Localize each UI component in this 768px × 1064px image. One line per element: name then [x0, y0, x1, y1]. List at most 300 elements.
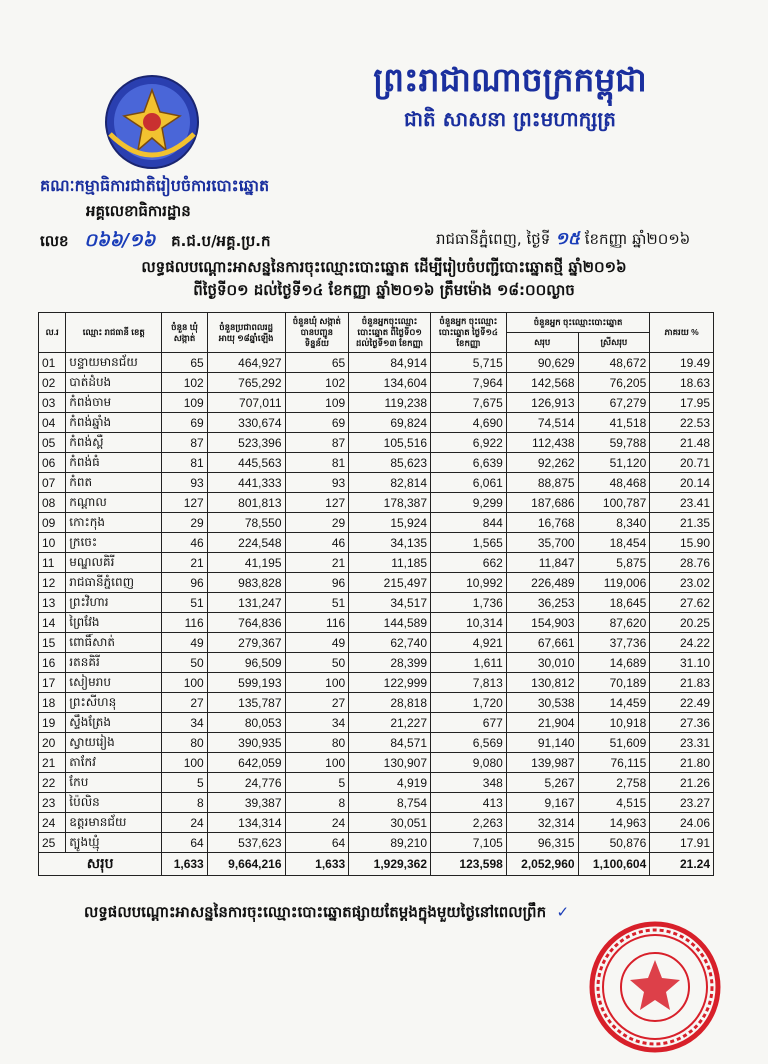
cell-reporting: 24 [285, 813, 349, 833]
cell-reg_14: 677 [431, 713, 507, 733]
cell-no: 17 [39, 673, 66, 693]
cell-total: 11,847 [506, 553, 578, 573]
cell-no: 10 [39, 533, 66, 553]
cell-reporting: 127 [285, 493, 349, 513]
cell-percent: 21.48 [650, 433, 714, 453]
cell-percent: 23.27 [650, 793, 714, 813]
committee-logo [96, 72, 208, 172]
table-row [39, 773, 714, 793]
cell-province: សៀមរាប [66, 673, 162, 693]
cell-province: កំពង់ធំ [66, 453, 162, 473]
cell-eligible: 765,292 [207, 373, 285, 393]
cell-female: 37,736 [578, 633, 650, 653]
table-row [39, 733, 714, 753]
total-female: 1,100,604 [578, 853, 650, 876]
cell-female: 18,454 [578, 533, 650, 553]
cell-total: 187,686 [506, 493, 578, 513]
cell-reg_14: 5,715 [431, 353, 507, 373]
cell-reporting: 29 [285, 513, 349, 533]
date-line [436, 228, 690, 253]
cell-eligible: 80,053 [207, 713, 285, 733]
cell-reg_to13: 21,227 [349, 713, 431, 733]
cell-reg_14: 6,639 [431, 453, 507, 473]
table-row [39, 353, 714, 373]
cell-reporting: 87 [285, 433, 349, 453]
date-suffix: ខែកញ្ញា ឆ្នាំ២០១៦ [584, 230, 691, 248]
cell-reg_14: 348 [431, 773, 507, 793]
cell-female: 51,609 [578, 733, 650, 753]
cell-province: ស្ទឹងត្រែង [66, 713, 162, 733]
cell-reporting: 69 [285, 413, 349, 433]
cell-reg_14: 844 [431, 513, 507, 533]
cell-total: 16,768 [506, 513, 578, 533]
cell-reporting: 8 [285, 793, 349, 813]
cell-eligible: 96,509 [207, 653, 285, 673]
cell-eligible: 445,563 [207, 453, 285, 473]
cell-communes: 65 [162, 353, 207, 373]
cell-reg_14: 1,611 [431, 653, 507, 673]
cell-eligible: 224,548 [207, 533, 285, 553]
cell-communes: 80 [162, 733, 207, 753]
cell-reporting: 46 [285, 533, 349, 553]
cell-reporting: 96 [285, 573, 349, 593]
cell-communes: 29 [162, 513, 207, 533]
cell-total: 90,629 [506, 353, 578, 373]
total-total: 2,052,960 [506, 853, 578, 876]
total-reg_14: 123,598 [431, 853, 507, 876]
document-title: លទ្ធផលបណ្តោះអាសន្ននៃការចុះឈ្មោះបោះឆ្នោត ដើម្បីរៀបចំបញ្ជីបោះឆ្នោតថ្មី ឆ្នាំ២០១៦ [141, 258, 627, 276]
total-eligible: 9,664,216 [207, 853, 285, 876]
cell-no: 18 [39, 693, 66, 713]
cell-reg_14: 7,105 [431, 833, 507, 853]
table-row [39, 833, 714, 853]
table-row [39, 373, 714, 393]
ref-suffix: គ.ជ.ប/អគ្គ.ប្រ.ក [171, 232, 271, 250]
cell-province: កណ្តាល [66, 493, 162, 513]
cell-female: 100,787 [578, 493, 650, 513]
cell-reg_14: 1,565 [431, 533, 507, 553]
cell-reg_to13: 122,999 [349, 673, 431, 693]
cell-female: 8,340 [578, 513, 650, 533]
cell-communes: 24 [162, 813, 207, 833]
cell-percent: 22.49 [650, 693, 714, 713]
cell-eligible: 134,314 [207, 813, 285, 833]
cell-total: 35,700 [506, 533, 578, 553]
cell-reg_14: 413 [431, 793, 507, 813]
cell-no: 21 [39, 753, 66, 773]
cell-reporting: 64 [285, 833, 349, 853]
cell-reg_to13: 34,135 [349, 533, 431, 553]
table-row [39, 593, 714, 613]
cell-communes: 93 [162, 473, 207, 493]
cell-percent: 20.71 [650, 453, 714, 473]
table-row [39, 753, 714, 773]
cell-female: 18,645 [578, 593, 650, 613]
header-reg-to13: ចំនួនអ្នកចុះឈ្មោះ បោះឆ្នោត ពីថ្ងៃទី០១ ដល់ថ្ងៃទី១៣ ខែកញ្ញា [349, 313, 431, 353]
cell-percent: 20.14 [650, 473, 714, 493]
cell-reg_to13: 215,497 [349, 573, 431, 593]
cell-female: 59,788 [578, 433, 650, 453]
table-row [39, 433, 714, 453]
cell-total: 154,903 [506, 613, 578, 633]
header-reg-14: ចំនួនអ្នក ចុះឈ្មោះបោះឆ្នោត ថ្ងៃទី១៤ ខែកញ្ញា [431, 313, 507, 353]
cell-communes: 64 [162, 833, 207, 853]
cell-province: កំពង់ចាម [66, 393, 162, 413]
handwritten-initials: ✓ [556, 903, 570, 921]
cell-reg_14: 9,299 [431, 493, 507, 513]
cell-reg_14: 10,992 [431, 573, 507, 593]
cell-no: 09 [39, 513, 66, 533]
cell-percent: 19.49 [650, 353, 714, 373]
table-row [39, 553, 714, 573]
cell-communes: 100 [162, 753, 207, 773]
cell-no: 11 [39, 553, 66, 573]
cell-total: 112,438 [506, 433, 578, 453]
cell-province: ព្រះវិហារ [66, 593, 162, 613]
cell-total: 9,167 [506, 793, 578, 813]
cell-communes: 34 [162, 713, 207, 733]
cell-eligible: 78,550 [207, 513, 285, 533]
cell-province: កែប [66, 773, 162, 793]
cell-no: 07 [39, 473, 66, 493]
cell-eligible: 41,195 [207, 553, 285, 573]
cell-province: កោះកុង [66, 513, 162, 533]
cell-no: 22 [39, 773, 66, 793]
cell-province: ស្វាយរៀង [66, 733, 162, 753]
table-row [39, 513, 714, 533]
kingdom-heading: ព្រះរាជាណាចក្រកម្ពុជា [373, 60, 647, 99]
cell-province: បាត់ដំបង [66, 373, 162, 393]
cell-percent: 24.22 [650, 633, 714, 653]
cell-percent: 27.62 [650, 593, 714, 613]
cell-percent: 21.26 [650, 773, 714, 793]
cell-reg_14: 6,569 [431, 733, 507, 753]
cell-total: 74,514 [506, 413, 578, 433]
cell-reporting: 100 [285, 753, 349, 773]
document-subtitle: ពីថ្ងៃទី០១ ដល់ថ្ងៃទី១៤ ខែកញ្ញា ឆ្នាំ២០១៦ ត្រឹមម៉ោង ១៨:០០ល្ងាច [193, 281, 575, 299]
table-row [39, 573, 714, 593]
cell-province: រាជធានីភ្នំពេញ [66, 573, 162, 593]
cell-female: 4,515 [578, 793, 650, 813]
cell-province: មណ្ឌលគិរី [66, 553, 162, 573]
cell-eligible: 131,247 [207, 593, 285, 613]
cell-no: 03 [39, 393, 66, 413]
total-reporting: 1,633 [285, 853, 349, 876]
cell-eligible: 642,059 [207, 753, 285, 773]
cell-total: 32,314 [506, 813, 578, 833]
table-row [39, 813, 714, 833]
table-row [39, 713, 714, 733]
cell-province: ពោធិ៍សាត់ [66, 633, 162, 653]
cell-province: បន្ទាយមានជ័យ [66, 353, 162, 373]
cell-communes: 46 [162, 533, 207, 553]
cell-no: 04 [39, 413, 66, 433]
header-percent: ភាគរយ % [650, 313, 714, 353]
cell-female: 50,876 [578, 833, 650, 853]
header-reg-group: ចំនួនអ្នក ចុះឈ្មោះបោះឆ្នោត [506, 313, 649, 333]
cell-reg_to13: 178,387 [349, 493, 431, 513]
cell-percent: 21.83 [650, 673, 714, 693]
cell-communes: 109 [162, 393, 207, 413]
cell-total: 142,568 [506, 373, 578, 393]
total-row [39, 853, 714, 876]
national-motto: ជាតិ សាសនា ព្រះមហាក្សត្រ [404, 107, 616, 131]
cell-female: 76,115 [578, 753, 650, 773]
table-row [39, 633, 714, 653]
cell-percent: 31.10 [650, 653, 714, 673]
cell-total: 30,010 [506, 653, 578, 673]
cell-communes: 5 [162, 773, 207, 793]
cell-no: 24 [39, 813, 66, 833]
cell-reporting: 109 [285, 393, 349, 413]
cell-female: 14,459 [578, 693, 650, 713]
cell-province: តាកែវ [66, 753, 162, 773]
date-prefix: រាជធានីភ្នំពេញ, ថ្ងៃទី [436, 230, 551, 248]
cell-total: 5,267 [506, 773, 578, 793]
cell-eligible: 523,396 [207, 433, 285, 453]
cell-province: ព្រះសីហនុ [66, 693, 162, 713]
header-reporting: ចំនួនឃុំ សង្កាត់ បានបញ្ជូន ទិន្នន័យ [285, 313, 349, 353]
cell-reg_to13: 82,814 [349, 473, 431, 493]
cell-province: ត្បូងឃ្មុំ [66, 833, 162, 853]
cell-communes: 69 [162, 413, 207, 433]
table-row [39, 533, 714, 553]
cell-province: ក្រចេះ [66, 533, 162, 553]
cell-reg_to13: 134,604 [349, 373, 431, 393]
cell-female: 10,918 [578, 713, 650, 733]
cell-reg_to13: 85,623 [349, 453, 431, 473]
cell-reporting: 49 [285, 633, 349, 653]
cell-eligible: 801,813 [207, 493, 285, 513]
cell-reg_to13: 11,185 [349, 553, 431, 573]
cell-reg_to13: 130,907 [349, 753, 431, 773]
department-name: អគ្គលេខាធិការដ្ឋាន [86, 202, 191, 220]
cell-reporting: 5 [285, 773, 349, 793]
cell-communes: 81 [162, 453, 207, 473]
cell-female: 76,205 [578, 373, 650, 393]
reference-line [40, 228, 271, 255]
cell-reg_14: 4,690 [431, 413, 507, 433]
cell-reg_14: 7,964 [431, 373, 507, 393]
cell-total: 126,913 [506, 393, 578, 413]
cell-no: 23 [39, 793, 66, 813]
cell-reporting: 27 [285, 693, 349, 713]
cell-no: 01 [39, 353, 66, 373]
date-day: ១៥ [555, 229, 580, 249]
table-row [39, 673, 714, 693]
table-body [39, 353, 714, 876]
cell-reg_to13: 84,914 [349, 353, 431, 373]
cell-percent: 15.90 [650, 533, 714, 553]
cell-percent: 20.25 [650, 613, 714, 633]
cell-total: 36,253 [506, 593, 578, 613]
cell-communes: 102 [162, 373, 207, 393]
cell-reg_14: 1,720 [431, 693, 507, 713]
cell-reg_14: 9,080 [431, 753, 507, 773]
cell-reporting: 51 [285, 593, 349, 613]
total-communes: 1,633 [162, 853, 207, 876]
cell-no: 12 [39, 573, 66, 593]
table-row [39, 393, 714, 413]
cell-communes: 49 [162, 633, 207, 653]
cell-reg_14: 4,921 [431, 633, 507, 653]
cell-female: 87,620 [578, 613, 650, 633]
cell-communes: 27 [162, 693, 207, 713]
table-row [39, 653, 714, 673]
cell-female: 70,189 [578, 673, 650, 693]
cell-total: 139,987 [506, 753, 578, 773]
cell-total: 30,538 [506, 693, 578, 713]
cell-reg_to13: 119,238 [349, 393, 431, 413]
cell-communes: 50 [162, 653, 207, 673]
cell-reg_to13: 105,516 [349, 433, 431, 453]
cell-female: 67,279 [578, 393, 650, 413]
cell-eligible: 330,674 [207, 413, 285, 433]
cell-eligible: 39,387 [207, 793, 285, 813]
cell-percent: 24.06 [650, 813, 714, 833]
cell-reporting: 116 [285, 613, 349, 633]
cell-province: កំពង់ឆ្នាំង [66, 413, 162, 433]
cell-total: 88,875 [506, 473, 578, 493]
cell-percent: 17.95 [650, 393, 714, 413]
cell-province: ឧត្តរមានជ័យ [66, 813, 162, 833]
cell-reporting: 81 [285, 453, 349, 473]
cell-percent: 27.36 [650, 713, 714, 733]
cell-reporting: 80 [285, 733, 349, 753]
cell-no: 08 [39, 493, 66, 513]
cell-female: 48,468 [578, 473, 650, 493]
cell-female: 41,518 [578, 413, 650, 433]
cell-eligible: 537,623 [207, 833, 285, 853]
header-reg-female: ស្រីសរុប [578, 333, 650, 353]
cell-communes: 96 [162, 573, 207, 593]
cell-percent: 28.76 [650, 553, 714, 573]
ref-prefix: លេខ [40, 232, 69, 250]
cell-eligible: 390,935 [207, 733, 285, 753]
cell-eligible: 441,333 [207, 473, 285, 493]
cell-percent: 23.41 [650, 493, 714, 513]
cell-eligible: 599,193 [207, 673, 285, 693]
cell-percent: 18.63 [650, 373, 714, 393]
registration-table [38, 312, 714, 876]
cell-communes: 8 [162, 793, 207, 813]
cell-reg_14: 1,736 [431, 593, 507, 613]
cell-total: 92,262 [506, 453, 578, 473]
cell-no: 05 [39, 433, 66, 453]
cell-no: 02 [39, 373, 66, 393]
cell-reg_14: 2,263 [431, 813, 507, 833]
cell-total: 67,661 [506, 633, 578, 653]
cell-reg_to13: 84,571 [349, 733, 431, 753]
cell-percent: 23.02 [650, 573, 714, 593]
cell-reg_to13: 34,517 [349, 593, 431, 613]
cell-reg_to13: 62,740 [349, 633, 431, 653]
cell-no: 16 [39, 653, 66, 673]
table-row [39, 413, 714, 433]
cell-female: 14,963 [578, 813, 650, 833]
cell-no: 14 [39, 613, 66, 633]
cell-eligible: 135,787 [207, 693, 285, 713]
cell-eligible: 464,927 [207, 353, 285, 373]
cell-reg_to13: 28,399 [349, 653, 431, 673]
cell-no: 20 [39, 733, 66, 753]
cell-reporting: 100 [285, 673, 349, 693]
cell-percent: 21.80 [650, 753, 714, 773]
cell-province: ព្រៃវែង [66, 613, 162, 633]
cell-percent: 23.31 [650, 733, 714, 753]
cell-no: 25 [39, 833, 66, 853]
cell-eligible: 983,828 [207, 573, 285, 593]
header-communes: ចំនួន ឃុំ សង្កាត់ [162, 313, 207, 353]
cell-communes: 87 [162, 433, 207, 453]
cell-total: 130,812 [506, 673, 578, 693]
total-percent: 21.24 [650, 853, 714, 876]
cell-no: 06 [39, 453, 66, 473]
cell-reg_to13: 15,924 [349, 513, 431, 533]
cell-female: 14,689 [578, 653, 650, 673]
header-reg-total: សរុប [506, 333, 578, 353]
cell-eligible: 764,836 [207, 613, 285, 633]
cell-eligible: 24,776 [207, 773, 285, 793]
cell-province: កំពង់ស្ពឺ [66, 433, 162, 453]
ref-number: ០៦៦/១៦ [84, 230, 156, 251]
cell-reg_14: 7,813 [431, 673, 507, 693]
official-seal [586, 920, 724, 1054]
cell-reg_to13: 30,051 [349, 813, 431, 833]
cell-reporting: 65 [285, 353, 349, 373]
cell-reg_to13: 69,824 [349, 413, 431, 433]
cell-percent: 21.35 [650, 513, 714, 533]
cell-no: 13 [39, 593, 66, 613]
cell-total: 91,140 [506, 733, 578, 753]
total-reg_to13: 1,929,362 [349, 853, 431, 876]
cell-eligible: 279,367 [207, 633, 285, 653]
cell-reg_14: 7,675 [431, 393, 507, 413]
cell-no: 19 [39, 713, 66, 733]
table-row [39, 613, 714, 633]
cell-reporting: 34 [285, 713, 349, 733]
cell-reg_to13: 144,589 [349, 613, 431, 633]
cell-communes: 100 [162, 673, 207, 693]
cell-percent: 17.91 [650, 833, 714, 853]
cell-reg_14: 6,061 [431, 473, 507, 493]
cell-communes: 51 [162, 593, 207, 613]
cell-female: 119,006 [578, 573, 650, 593]
cell-reg_to13: 4,919 [349, 773, 431, 793]
table-row [39, 793, 714, 813]
cell-female: 51,120 [578, 453, 650, 473]
footer-note [84, 903, 569, 925]
cell-total: 21,904 [506, 713, 578, 733]
table-row [39, 493, 714, 513]
total-label: សរុប [39, 853, 162, 876]
cell-total: 226,489 [506, 573, 578, 593]
cell-reporting: 21 [285, 553, 349, 573]
cell-reg_14: 6,922 [431, 433, 507, 453]
cell-female: 2,758 [578, 773, 650, 793]
cell-province: កំពត [66, 473, 162, 493]
cell-reg_14: 10,314 [431, 613, 507, 633]
table-row [39, 693, 714, 713]
cell-reg_to13: 89,210 [349, 833, 431, 853]
footer-note-text: លទ្ធផលបណ្តោះអាសន្ននៃការចុះឈ្មោះបោះឆ្នោតផ្សាយតែម្តងក្នុងមួយថ្ងៃនៅពេលព្រឹក [84, 903, 547, 921]
header-eligible: ចំនួនប្រជាពលរដ្ឋ អាយុ ១៨ឆ្នាំឡើង [207, 313, 285, 353]
cell-total: 96,315 [506, 833, 578, 853]
table-row [39, 453, 714, 473]
cell-reporting: 50 [285, 653, 349, 673]
cell-province: រតនគិរី [66, 653, 162, 673]
cell-communes: 116 [162, 613, 207, 633]
